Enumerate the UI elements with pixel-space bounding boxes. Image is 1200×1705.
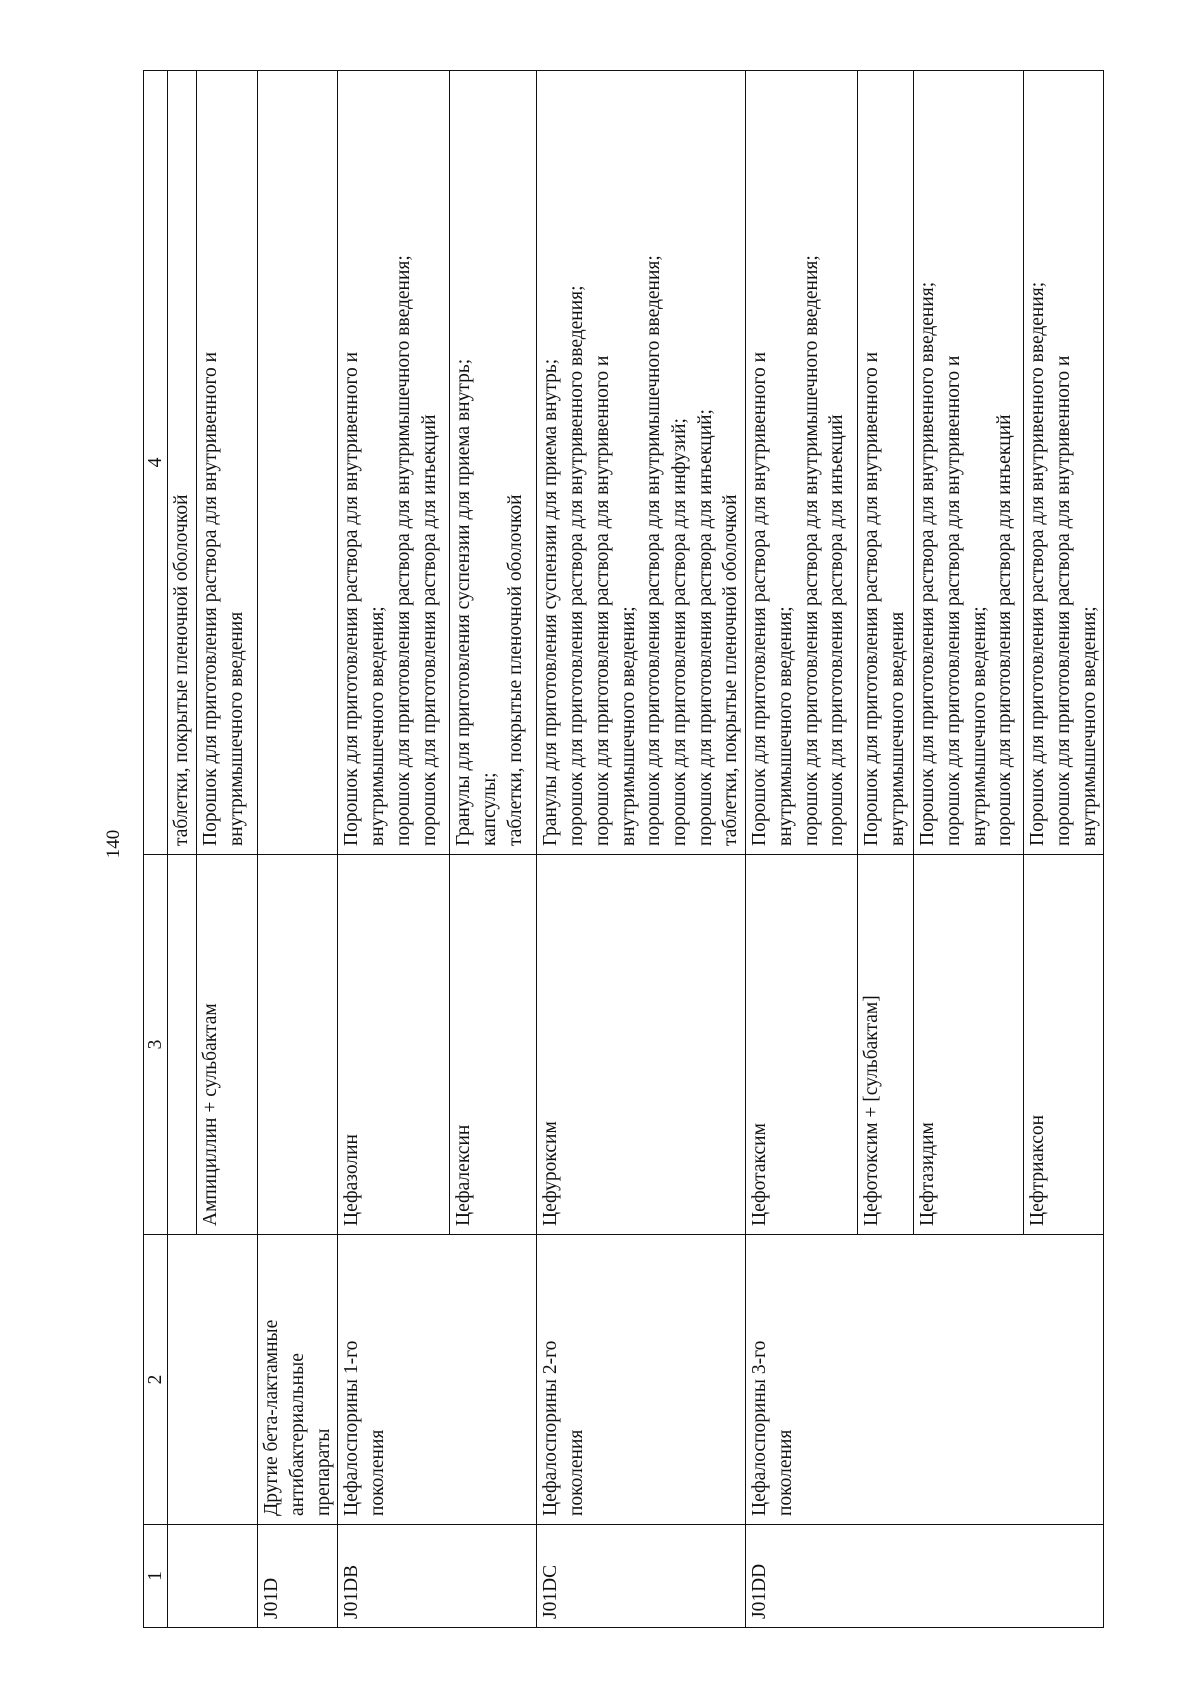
dosage-forms-cell xyxy=(197,71,258,855)
group-line: Цефалоспорины 3-го xyxy=(749,1340,771,1516)
dosage-form-line: порошок для приготовления раствора для инфузий; xyxy=(669,418,690,846)
dosage-form-line: внутримышечного введения; xyxy=(1078,606,1100,846)
dosage-form-line: внутримышечного введения; xyxy=(367,606,389,846)
dosage-form-line: таблетки, покрытые пленочной оболочкой xyxy=(504,494,526,846)
rotated-table-container xyxy=(143,71,1100,1628)
dosage-form-line: Гранулы для приготовления суспензии для приема внутрь; xyxy=(540,358,562,846)
dosage-form-line: Порошок для приготовления раствора для внутривенного и xyxy=(200,351,222,846)
dosage-form-line: порошок для приготовления раствора для инъекций xyxy=(418,414,440,846)
dosage-form-line: Порошок для приготовления раствора для внутривенного и xyxy=(341,351,363,846)
dosage-forms-cell xyxy=(168,71,197,855)
drug-name-cell xyxy=(168,855,197,1235)
drug-table xyxy=(143,70,1104,1628)
group-line: поколения xyxy=(774,1429,796,1516)
dosage-form-line: внутримышечного введения xyxy=(225,611,247,846)
dosage-forms-cell xyxy=(1024,71,1104,855)
drug-name-cell: Цефтазидим xyxy=(914,855,1024,1235)
dosage-form-line: порошок для приготовления раствора для внутривенного и xyxy=(1052,355,1074,846)
table-row xyxy=(746,71,858,1628)
dosage-form-line: Гранулы для приготовления суспензии для приема внутрь; xyxy=(453,358,475,846)
dosage-forms-cell xyxy=(338,71,450,855)
group-cell xyxy=(746,1235,1104,1525)
dosage-form-line: внутримышечного введения; xyxy=(617,606,639,846)
code-cell: J01DC xyxy=(537,1525,746,1628)
drug-name-cell: Цефуроксим xyxy=(537,855,746,1235)
group-cell xyxy=(168,1235,258,1525)
column-header: 2 xyxy=(144,1235,168,1525)
group-line: препараты xyxy=(312,1428,334,1516)
dosage-form-line: порошок для приготовления раствора для инъекций xyxy=(994,414,1016,846)
dosage-form-line: порошок для приготовления раствора для внутривенного введения; xyxy=(566,285,588,846)
dosage-form-line: порошок для приготовления раствора для внутривенного и xyxy=(591,355,613,846)
drug-name-cell: Ампициллин + сульбактам xyxy=(197,855,258,1235)
dosage-forms-cell xyxy=(746,71,858,855)
dosage-form-line: таблетки, покрытые пленочной оболочкой xyxy=(720,494,742,846)
dosage-form-line: Порошок для приготовления раствора для внутривенного введения; xyxy=(917,281,939,846)
dosage-forms-cell xyxy=(258,71,338,855)
group-cell xyxy=(338,1235,537,1525)
code-cell: J01DD xyxy=(746,1525,1104,1628)
dosage-form-line: порошок для приготовления раствора для внутримышечного введения; xyxy=(643,255,665,846)
group-cell xyxy=(537,1235,746,1525)
dosage-form-line: порошок для приготовления раствора для инъекций xyxy=(826,414,848,846)
page-number: 140 xyxy=(103,829,124,859)
column-header: 4 xyxy=(144,71,168,855)
group-line: Цефалоспорины 1-го xyxy=(341,1340,363,1516)
header-row xyxy=(144,71,168,1628)
dosage-forms-cell xyxy=(914,71,1024,855)
group-line: антибактериальные xyxy=(286,1353,308,1516)
dosage-form-line: Порошок для приготовления раствора для внутривенного и xyxy=(861,351,883,846)
dosage-forms-cell xyxy=(537,71,746,855)
group-cell xyxy=(258,1235,338,1525)
drug-name-cell: Цефалексин xyxy=(450,855,537,1235)
dosage-forms-cell xyxy=(450,71,537,855)
drug-name-cell xyxy=(258,855,338,1235)
dosage-form-line: капсулы; xyxy=(479,772,501,846)
code-cell xyxy=(168,1525,258,1628)
dosage-form-line: внутримышечного введения; xyxy=(774,606,796,846)
code-cell: J01DB xyxy=(338,1525,537,1628)
group-line: поколения xyxy=(566,1429,588,1516)
dosage-form-line: порошок для приготовления раствора для внутривенного и xyxy=(942,355,964,846)
column-header: 1 xyxy=(144,1525,168,1628)
drug-name-cell: Цефотаксим xyxy=(746,855,858,1235)
dosage-form-line: Порошок для приготовления раствора для внутривенного и xyxy=(749,351,771,846)
drug-name-cell: Цефтриаксон xyxy=(1024,855,1104,1235)
dosage-form-line: Порошок для приготовления раствора для внутривенного введения; xyxy=(1027,281,1049,846)
table-row xyxy=(258,71,338,1628)
group-line: Другие бета-лактамные xyxy=(261,1319,283,1516)
table-body xyxy=(168,71,1104,1628)
dosage-form-line: внутримышечного введения; xyxy=(968,606,990,846)
table-row xyxy=(168,71,197,1628)
group-line: Цефалоспорины 2-го xyxy=(540,1340,562,1516)
dosage-form-line: порошок для приготовления раствора для внутримышечного введения; xyxy=(800,255,822,846)
dosage-form-line: таблетки, покрытые пленочной оболочкой xyxy=(171,494,193,846)
dosage-forms-cell xyxy=(858,71,914,855)
group-line: поколения xyxy=(367,1429,389,1516)
dosage-form-line: порошок для приготовления раствора для инъекций; xyxy=(694,409,716,846)
drug-name-cell: Цефазолин xyxy=(338,855,450,1235)
table-row xyxy=(338,71,450,1628)
dosage-form-line: порошок для приготовления раствора для внутримышечного введения; xyxy=(392,255,414,846)
table-row xyxy=(537,71,746,1628)
column-header: 3 xyxy=(144,855,168,1235)
dosage-form-line: внутримышечного введения xyxy=(886,611,908,846)
drug-name-cell: Цефотоксим + [сульбактам] xyxy=(858,855,914,1235)
code-cell: J01D xyxy=(258,1525,338,1628)
